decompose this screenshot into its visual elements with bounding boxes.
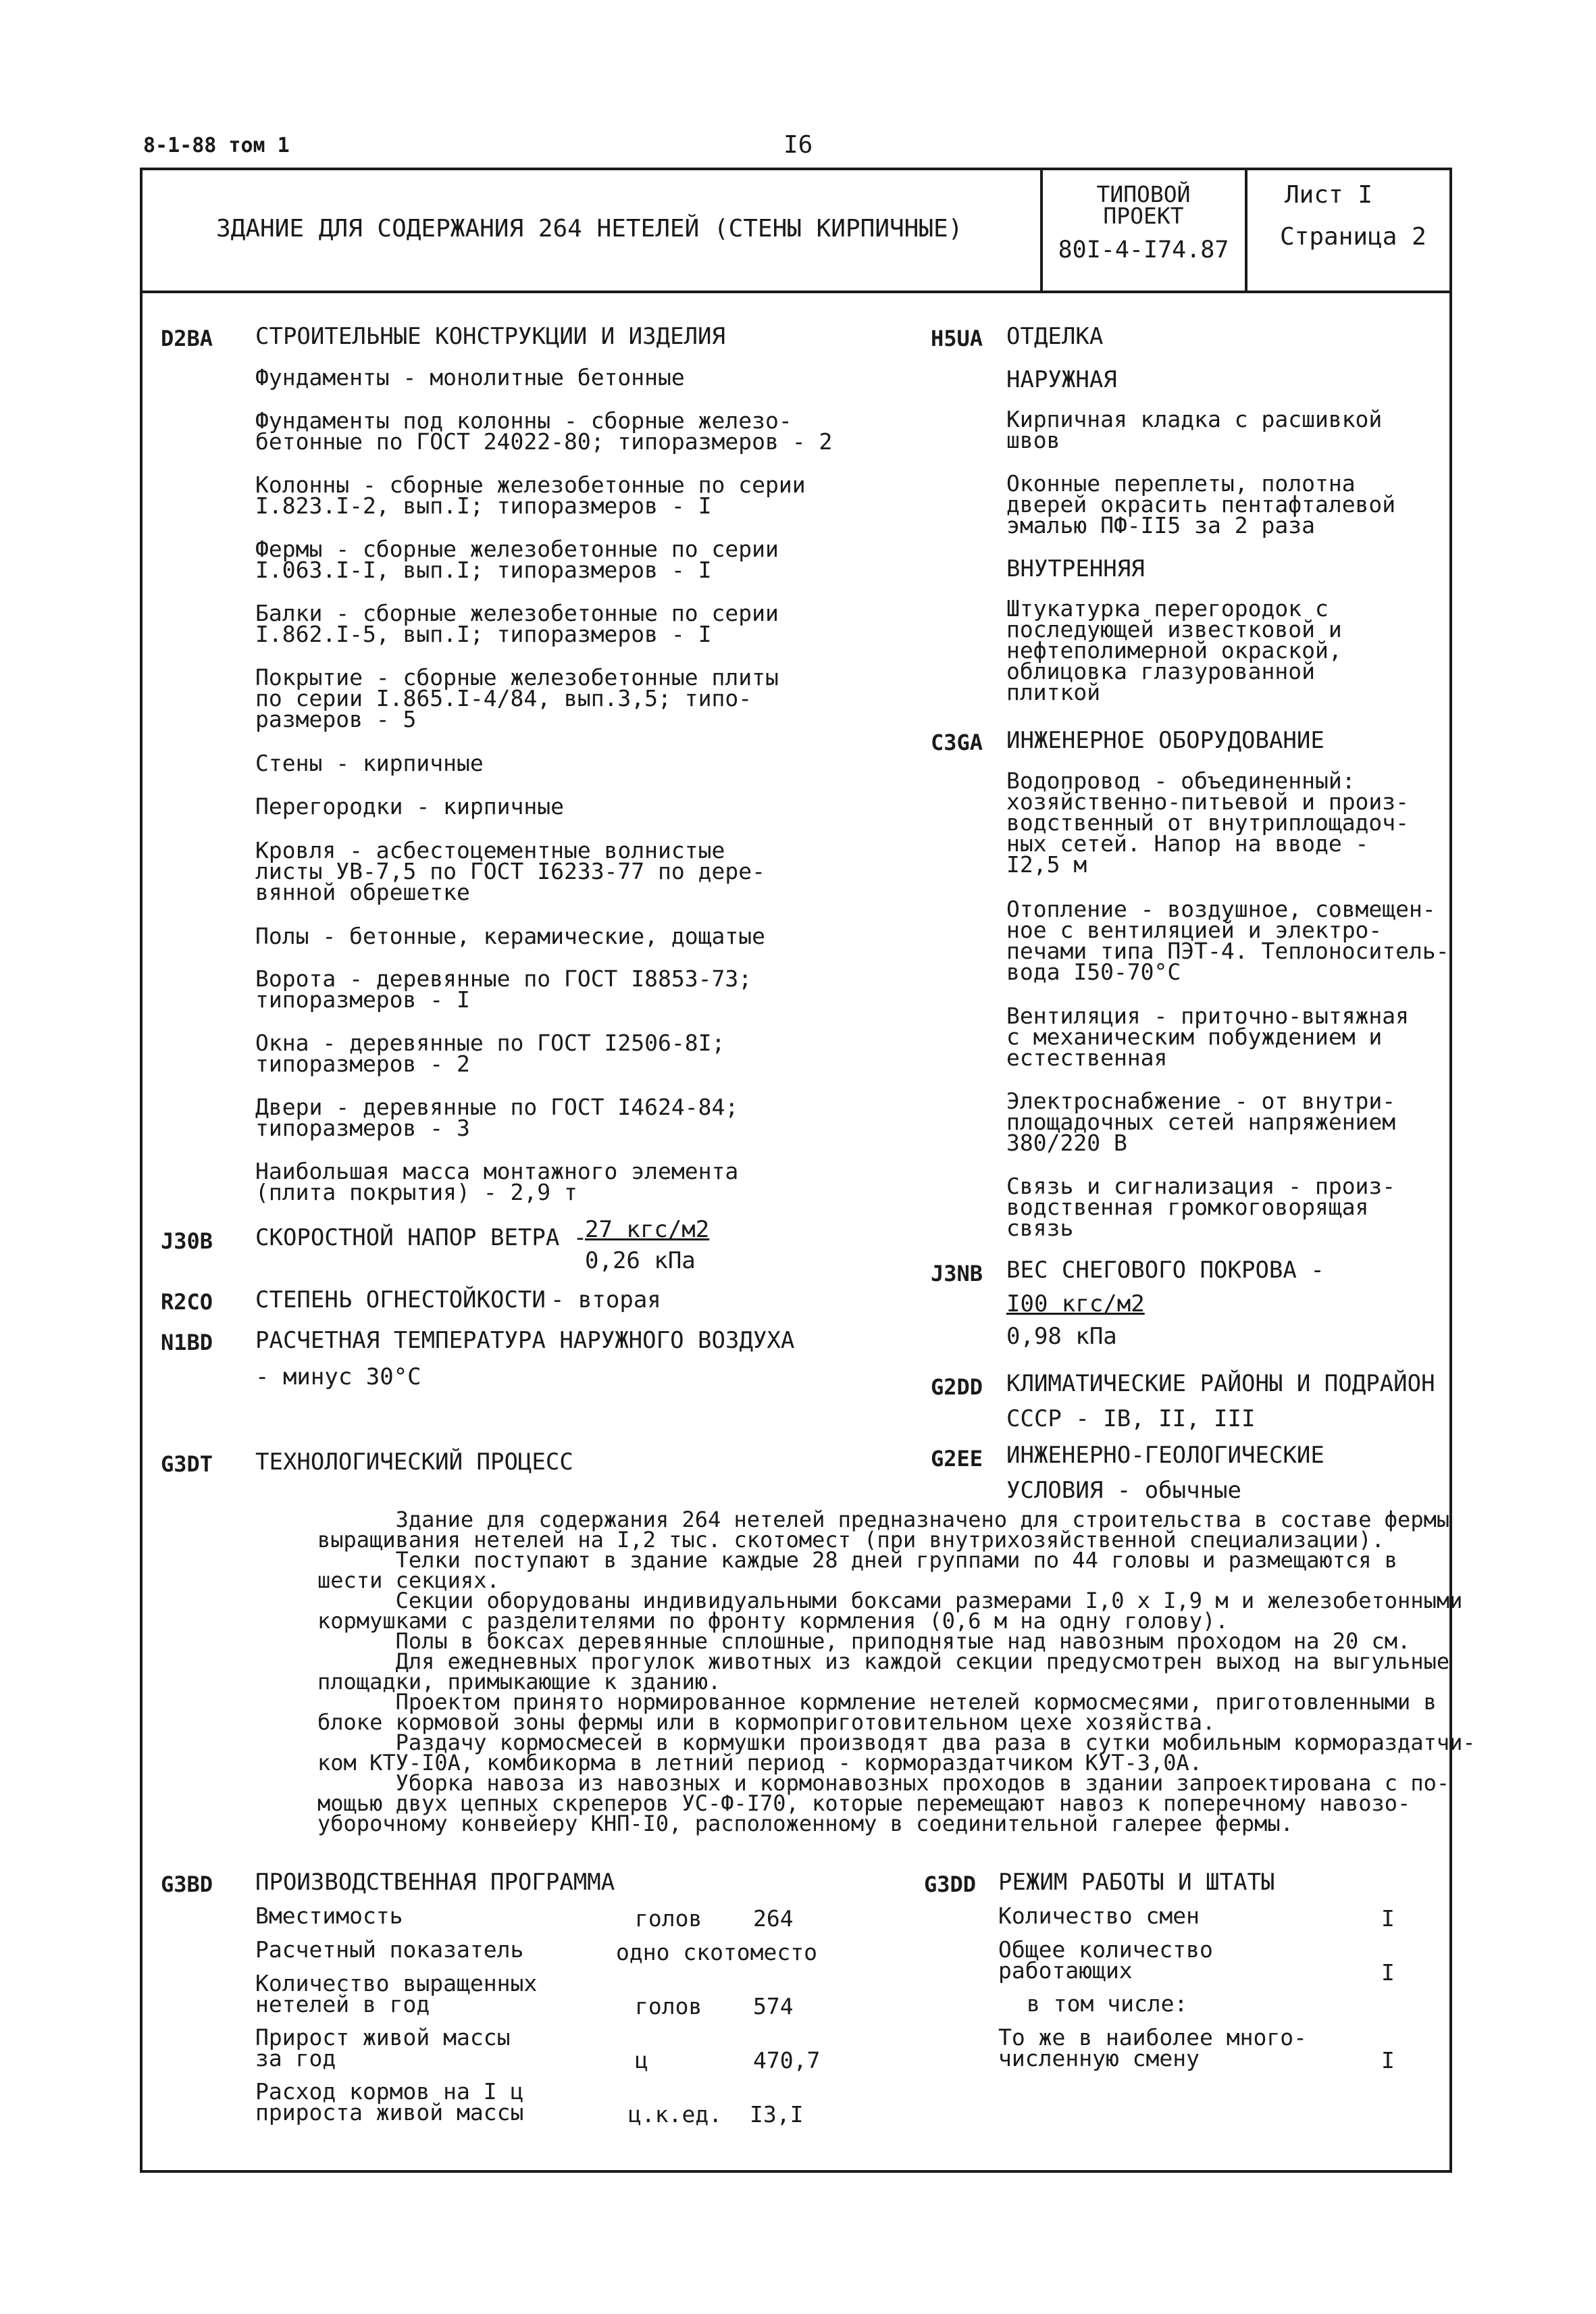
code-g3dt: G3DT <box>161 1451 213 1477</box>
staff-row-label: Количество смен <box>998 1903 1200 1929</box>
program-heading: ПРОИЗВОДСТВЕННАЯ ПРОГРАММА <box>255 1869 615 1896</box>
snow-value-kpa: 0,98 кПа <box>1006 1323 1117 1350</box>
program-row-value: 470,7 <box>753 2047 821 2073</box>
code-g3dd: G3DD <box>924 1871 977 1897</box>
climate-value: СССР - IВ, II, III <box>1006 1405 1256 1432</box>
item-roofing-slabs: Покрытие - сборные железобетонные плиты по серии I.865.I-4/84, вып.3,5; типо- размеров - 5 <box>255 664 779 732</box>
finish-inner-plaster: Штукатурка перегородок с последующей известковой и нефтеполимерной окраской, облицовка глазурованной плиткой <box>1006 595 1342 705</box>
staff-row-label: То же в наиболее много- численную смену <box>998 2024 1307 2071</box>
fire-label: СТЕПЕНЬ ОГНЕСТОЙКОСТИ <box>255 1286 546 1313</box>
staff-heading: РЕЖИМ РАБОТЫ И ШТАТЫ <box>998 1869 1275 1896</box>
page-number: I6 <box>783 131 813 159</box>
geology-value: УСЛОВИЯ - обычные <box>1006 1477 1241 1504</box>
code-r2co: R2CO <box>161 1289 213 1315</box>
equipment-power: Электроснабжение - от внутри- площадочных сетей напряжением 380/220 В <box>1006 1088 1396 1156</box>
page-of-sheet: Страница 2 <box>1280 223 1426 251</box>
item-beams: Балки - сборные железобетонные по серии I.862.I-5, вып.I; типоразмеров - I <box>255 600 779 647</box>
sheet-number: Лист I <box>1285 181 1373 209</box>
item-column-foundations: Фундаменты под колонны - сборные железо- бетонные по ГОСТ 24022-80; типоразмеров - 2 <box>255 407 833 455</box>
program-row-unit: ц <box>635 2047 648 2073</box>
item-roof: Кровля - асбестоцементные волнистые листы УВ-7,5 по ГОСТ I6233-77 по дере- вянной обрешетке <box>255 837 765 905</box>
item-columns: Колонны - сборные железобетонные по серии I.823.I-2, вып.I; типоразмеров - I <box>255 472 806 519</box>
header-divider <box>140 291 1452 293</box>
staff-row-value: I <box>1381 1959 1395 1986</box>
code-g2dd: G2DD <box>931 1374 983 1400</box>
code-h5ua: H5UA <box>931 326 983 351</box>
item-partitions: Перегородки - кирпичные <box>255 793 564 820</box>
code-j30b: J30B <box>161 1228 213 1254</box>
project-label-2: ПРОЕКТ <box>1103 203 1184 229</box>
wind-value-kgs: 27 кгс/м2 <box>585 1216 710 1243</box>
program-row-unit: одно скотоместо <box>616 1939 818 1965</box>
code-n1bd: N1BD <box>161 1330 213 1355</box>
wind-label: СКОРОСТНОЙ НАПОР ВЕТРА - <box>255 1224 588 1251</box>
process-heading: ТЕХНОЛОГИЧЕСКИЙ ПРОЦЕСС <box>255 1449 573 1476</box>
equipment-heading: ИНЖЕНЕРНОЕ ОБОРУДОВАНИЕ <box>1006 727 1324 754</box>
item-doors: Двери - деревянные по ГОСТ I4624-84; типоразмеров - 3 <box>255 1094 739 1141</box>
temperature-value: - минус 30°С <box>255 1363 421 1390</box>
program-row-unit: голов <box>635 1905 702 1932</box>
item-max-mass: Наибольшая масса монтажного элемента (плита покрытия) - 2,9 т <box>255 1158 739 1205</box>
temperature-label: РАСЧЕТНАЯ ТЕМПЕРАТУРА НАРУЖНОГО ВОЗДУХА <box>255 1327 795 1354</box>
process-description: Здание для содержания 264 нетелей предназначено для строительства в составе фермы выращивания нетелей на I,2 тыс. скотомест (при внутрихозяйственной специализации). Телки поступают в здание каждые 28 дней группами по 44 головы и размещаются в шести секциях. Секции оборудованы индивидуальными боксами размерами I,0 x I,9 м и железобетонными кормушками с разделителями по фронту кормления (0,6 м на одну голову). Полы в боксах деревянные сплошные, приподнятые над навозным проходом на 20 см. Для ежедневных прогулок животных из каждой секции предусмотрен выход на выгульные площадки, примыкающие к зданию. Проектом принято нормированное кормление нетелей кормосмесями, приготовленными в блоке кормовой зоны фермы или в кормоприготовительном цехе хозяйства. Раздачу кормосмесей в кормушки производят два раза в сутки мобильным кормораздатчи- ком КТУ-I0А, комбикорма в летний период - кормораздатчиком КУТ-3,0А. Уборка навоза из навозных и кормонавозных проходов в здании запроектирована с по- мощью двух цепных скреперов УС-Ф-I70, которые перемещают навоз к поперечному навозо- уборочному конвейеру КНП-I0, расположенному в соединительной галерее фермы. <box>317 1507 1476 1836</box>
code-j3nb: J3NB <box>931 1261 983 1286</box>
equipment-communication: Связь и сигнализация - произ- водственная громкоговорящая связь <box>1006 1173 1396 1241</box>
constructions-heading: СТРОИТЕЛЬНЫЕ КОНСТРУКЦИИ И ИЗДЕЛИЯ <box>255 323 725 350</box>
finish-outer-brick: Кирпичная кладка с расшивкой швов <box>1006 406 1383 453</box>
finish-heading: ОТДЕЛКА <box>1006 323 1104 350</box>
program-row-label: Прирост живой массы за год <box>255 2024 511 2071</box>
snow-value-kgs: I00 кгс/м2 <box>1006 1290 1145 1317</box>
program-row-value: 264 <box>753 1905 794 1932</box>
item-windows: Окна - деревянные по ГОСТ I2506-8I; типоразмеров - 2 <box>255 1030 725 1077</box>
code-g3bd: G3BD <box>161 1871 213 1897</box>
equipment-heating: Отопление - воздушное, совмещен- ное с вентиляцией и электро- печами типа ПЭТ-4. Теплоноситель- вода I50-70°С <box>1006 896 1449 985</box>
project-label-1: ТИПОВОЙ <box>1096 181 1191 207</box>
header-separator-2 <box>1245 168 1247 293</box>
staff-row-value: I <box>1381 1905 1395 1932</box>
snow-label: ВЕС СНЕГОВОГО ПОКРОВА - <box>1006 1257 1324 1284</box>
header-separator-1 <box>1040 168 1043 293</box>
document-title: ЗДАНИЕ ДЛЯ СОДЕРЖАНИЯ 264 НЕТЕЛЕЙ (СТЕНЫ КИРПИЧНЫЕ) <box>216 215 963 243</box>
geology-label: ИНЖЕНЕРНО-ГЕОЛОГИЧЕСКИЕ <box>1006 1442 1324 1469</box>
program-row-label: Расчетный показатель <box>255 1936 524 1963</box>
program-row-label: Расход кормов на I ц прироста живой массы <box>255 2078 524 2126</box>
program-row-value: I3,I <box>750 2101 804 2128</box>
item-trusses: Фермы - сборные железобетонные по серии I.063.I-I, вып.I; типоразмеров - I <box>255 536 779 583</box>
staff-row-label: в том числе: <box>1027 1990 1188 2017</box>
equipment-ventilation: Вентиляция - приточно-вытяжная с механическим побуждением и естественная <box>1006 1003 1410 1071</box>
item-foundations: Фундаменты - монолитные бетонные <box>255 364 685 391</box>
wind-value-kpa: 0,26 кПа <box>585 1247 696 1274</box>
program-row-unit: ц.к.ед. <box>628 2101 723 2128</box>
finish-outer-heading: НАРУЖНАЯ <box>1006 366 1117 393</box>
program-row-label: Вместимость <box>255 1903 403 1929</box>
program-row-label: Количество выращенных нетелей в год <box>255 1970 538 2017</box>
staff-row-value: I <box>1381 2047 1395 2073</box>
program-row-value: 574 <box>753 1993 794 2019</box>
finish-inner-heading: ВНУТРЕННЯЯ <box>1006 555 1145 582</box>
fire-value: - вторая <box>550 1286 661 1313</box>
code-c3ga: C3GA <box>931 730 983 755</box>
project-number: 80I-4-I74.87 <box>1058 236 1229 263</box>
item-floors: Полы - бетонные, керамические, дощатые <box>255 923 765 949</box>
item-walls: Стены - кирпичные <box>255 750 484 776</box>
item-gates: Ворота - деревянные по ГОСТ I8853-73; типоразмеров - I <box>255 965 752 1013</box>
finish-outer-paint: Оконные переплеты, полотна дверей окрасить пентафталевой эмалью ПФ-II5 за 2 раза <box>1006 470 1396 538</box>
climate-label: КЛИМАТИЧЕСКИЕ РАЙОНЫ И ПОДРАЙОН <box>1006 1370 1435 1397</box>
code-g2ee: G2EE <box>931 1446 983 1472</box>
code-d2ba: D2BA <box>161 326 213 351</box>
program-row-unit: голов <box>635 1993 702 2019</box>
staff-row-label: Общее количество работающих <box>998 1936 1213 1984</box>
equipment-water: Водопровод - объединенный: хозяйственно-питьевой и произ- водственный от внутриплощадоч- ных сетей. Напор на вводе - I2,5 м <box>1006 768 1410 878</box>
document-series: 8-1-88 том 1 <box>143 134 290 157</box>
